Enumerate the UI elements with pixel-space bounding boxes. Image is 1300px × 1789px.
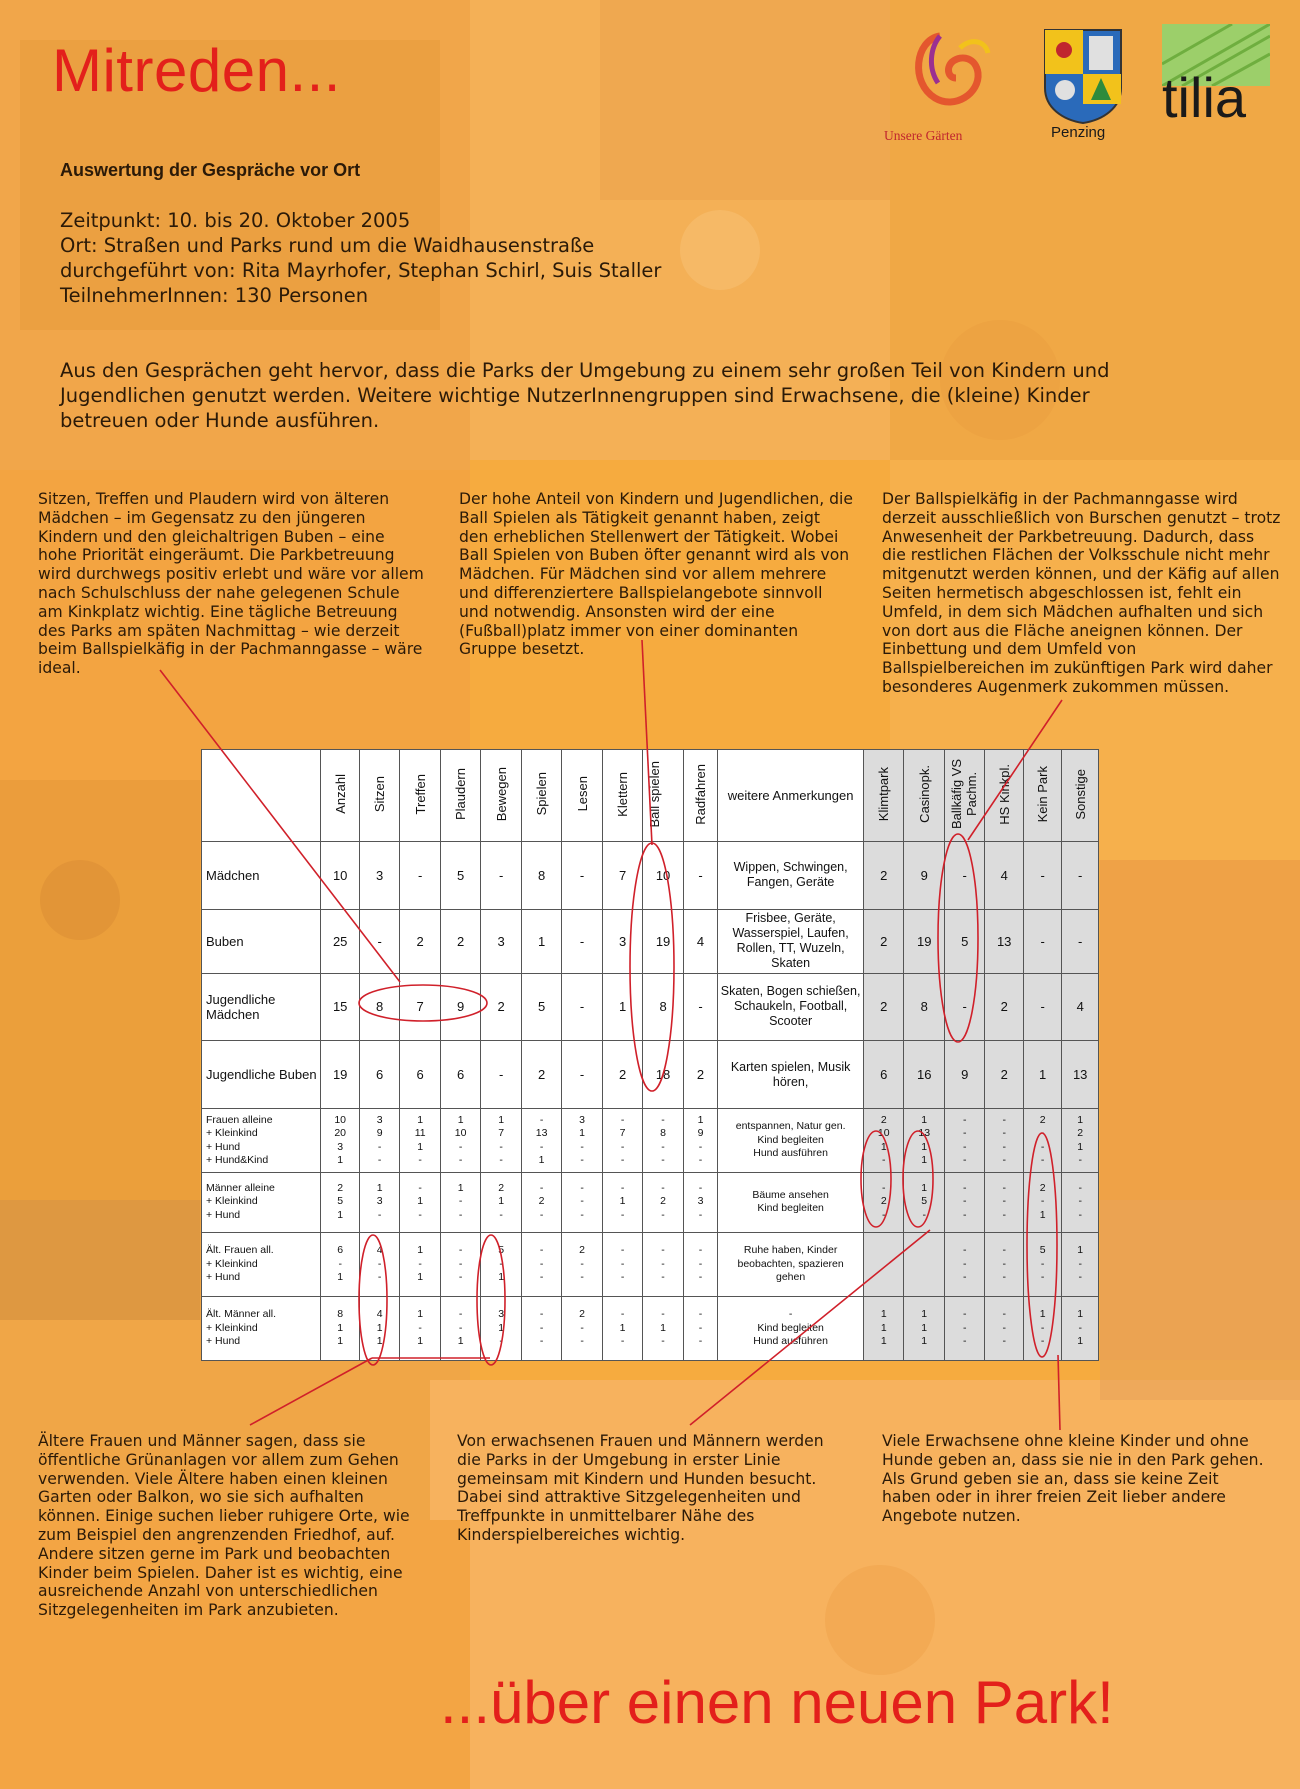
table-cell: 1 7 - - [481, 1109, 521, 1173]
penzing-coat-of-arms [1043, 28, 1123, 141]
table-cell: - 2 - [521, 1172, 561, 1232]
table-cell: 2 [400, 909, 440, 973]
meta-teilnehmer: TeilnehmerInnen: 130 Personen [60, 284, 369, 307]
col-treffen: Treffen [400, 750, 440, 842]
table-cell: - 1 - [602, 1172, 642, 1232]
text-column-top-center: Der hohe Anteil von Kindern und Jugendlichen, die Ball Spielen als Tätigkeit genannt haben, zeigt den erheblichen Stellenwert der Tätigkeit. Wobei Ball Spielen von Buben öfter genannt wird als von Mädchen. Für Mädchen sind vor allem mehrere und differenziertere Ballspielangebote sinnvoll und notwendig. Ansonsten wird der eine (Fußball)platz immer von einer dominanten Gruppe besetzt. [459, 490, 853, 659]
table-cell: 4 [1062, 973, 1099, 1041]
table-cell: - - - [440, 1232, 480, 1297]
table-cell: 2 [985, 1041, 1023, 1109]
table-cell: - - - [985, 1172, 1023, 1232]
anmerkungen-cell: entspannen, Natur gen. Kind begleiten Hund ausführen [718, 1109, 864, 1173]
col-lesen: Lesen [562, 750, 602, 842]
row-label: Ält. Männer all. + Kleinkind + Hund [202, 1297, 321, 1361]
table-cell: - - - [521, 1297, 561, 1361]
table-cell: - - - [643, 1232, 683, 1297]
table-cell: 2 [602, 1041, 642, 1109]
table-cell: - [481, 1041, 521, 1109]
table-cell: 2 10 1 - [864, 1109, 904, 1173]
table-cell: 8 1 1 [321, 1297, 359, 1361]
table-cell: - [683, 973, 717, 1041]
table-cell: - 7 - - [602, 1109, 642, 1173]
table-cell: - [683, 842, 717, 910]
row-label: Frauen alleine + Kleinkind + Hund + Hund&Kind [202, 1109, 321, 1173]
table-cell: 1 [521, 909, 561, 973]
table-cell: - [562, 909, 602, 973]
table-cell: - [944, 973, 984, 1041]
penzing-shield-icon [1043, 28, 1123, 124]
table-cell: 1 1 1 [904, 1297, 944, 1361]
table-cell: - - 1 [440, 1297, 480, 1361]
col-spielen: Spielen [521, 750, 561, 842]
col-hs-kinkpl: HS Kinkpl. [985, 750, 1023, 842]
table-cell: 13 [1062, 1041, 1099, 1109]
table-cell: 5 [521, 973, 561, 1041]
meta-zeitpunkt: Zeitpunkt: 10. bis 20. Oktober 2005 [60, 209, 411, 232]
row-label: Mädchen [202, 842, 321, 910]
table-cell: 1 3 - [359, 1172, 399, 1232]
survey-table-body [202, 842, 1099, 1361]
table-cell: 3 [359, 842, 399, 910]
table-cell: 1 - 1 [1062, 1297, 1099, 1361]
table-row [202, 1041, 1099, 1109]
col-plaudern: Plaudern [440, 750, 480, 842]
table-cell: - [359, 909, 399, 973]
table-cell: 19 [904, 909, 944, 973]
penzing-label: Penzing [1051, 124, 1106, 141]
table-cell: 13 [985, 909, 1023, 973]
col-sitzen: Sitzen [359, 750, 399, 842]
table-cell: - [1062, 842, 1099, 910]
anmerkungen-cell: - Kind begleiten Hund ausführen [718, 1297, 864, 1361]
table-cell: 2 [864, 842, 904, 910]
table-cell: 1 13 1 1 [904, 1109, 944, 1173]
table-cell: - [1023, 973, 1061, 1041]
table-cell: 2 5 1 [321, 1172, 359, 1232]
table-cell: 2 - - - [1023, 1109, 1061, 1173]
col-weitere-anmerkungen: weitere Anmerkungen [718, 750, 864, 842]
table-cell: 8 [359, 973, 399, 1041]
row-label: Männer alleine + Kleinkind + Hund [202, 1172, 321, 1232]
table-cell: - - - [985, 1232, 1023, 1297]
table-cell: - 1 - [400, 1172, 440, 1232]
table-cell: - - - [944, 1172, 984, 1232]
tilia-logo [1162, 24, 1270, 129]
page-title: Mitreden... [52, 37, 341, 104]
table-cell: 8 [521, 842, 561, 910]
table-cell: 1 11 1 - [400, 1109, 440, 1173]
table-cell: 8 [643, 973, 683, 1041]
unsere-gaerten-label: Unsere Gärten [884, 128, 963, 143]
table-cell: 2 [683, 1041, 717, 1109]
table-cell: 3 1 - - [562, 1109, 602, 1173]
table-cell: - 2 - [864, 1172, 904, 1232]
table-cell: 10 20 3 1 [321, 1109, 359, 1173]
col-ball-spielen: Ball spielen [643, 750, 683, 842]
table-cell: 9 [944, 1041, 984, 1109]
anmerkungen-cell: Skaten, Bogen schießen, Schaukeln, Football, Scooter [718, 973, 864, 1041]
row-label: Buben [202, 909, 321, 973]
anmerkungen-cell: Frisbee, Geräte, Wasserspiel, Laufen, Rollen, TT, Wuzeln, Skaten [718, 909, 864, 973]
row-label: Ält. Frauen all. + Kleinkind + Hund [202, 1232, 321, 1297]
table-cell: - - - [944, 1232, 984, 1297]
table-cell: - 1 - [643, 1297, 683, 1361]
tilia-wordmark: tilia [1162, 66, 1247, 129]
table-cell: 2 [985, 973, 1023, 1041]
text-column-top-right: Der Ballspielkäfig in der Pachmanngasse wird derzeit ausschließlich von Burschen genutzt – trotz Anwesenheit der Parkbetreuung. Dadurch, dass die restlichen Flächen der Volksschule nicht mehr mitgenutzt werden können, und der Käfig auf allen Seiten hermetisch abgeschlossen ist, fehlt ein Umfeld, in dem sich Mädchen aufhalten und sich von dort aus die Fläche aneignen können. Der Einbettung und dem Umfeld von Ballspielbereichen im zukünftigen Park wird daher besonderes Augenmerk zukommen müssen. [882, 490, 1281, 696]
table-cell: 9 [440, 973, 480, 1041]
table-cell: - 2 - [643, 1172, 683, 1232]
table-cell: 5 - 1 [481, 1232, 521, 1297]
table-cell: - [944, 842, 984, 910]
table-cell: - - - [944, 1297, 984, 1361]
table-cell: - - - [1062, 1172, 1099, 1232]
table-cell: 3 9 - - [359, 1109, 399, 1173]
table-cell: - [562, 973, 602, 1041]
table-cell: - [1023, 842, 1061, 910]
table-cell: 1 1 1 [864, 1297, 904, 1361]
text-column-bottom-right: Viele Erwachsene ohne kleine Kinder und ohne Hunde geben an, dass sie nie in den Park gehen. Als Grund geben sie an, dass sie keine Zeit haben oder in ihrer freien Zeit lieber andere Angebote nutzen. [882, 1432, 1264, 1526]
table-cell: 1 - - [1023, 1297, 1061, 1361]
table-cell: 18 [643, 1041, 683, 1109]
table-header-corner [202, 750, 321, 842]
table-cell: - - - - [985, 1109, 1023, 1173]
table-cell: 2 [440, 909, 480, 973]
table-cell: 19 [321, 1041, 359, 1109]
table-cell: 6 - 1 [321, 1232, 359, 1297]
table-cell: 1 - 1 [400, 1297, 440, 1361]
table-cell: 2 1 - [481, 1172, 521, 1232]
table-cell: - - - [683, 1297, 717, 1361]
text-column-top-left: Sitzen, Treffen und Plaudern wird von älteren Mädchen – im Gegensatz zu den jüngeren Kindern und den gleichaltrigen Buben – eine hohe Priorität eingeräumt. Die Parkbetreuung wird durchwegs positiv erlebt und wäre vor allem nach Schulschluss der nahe gelegenen Schule am Kinkplatz wichtig. Eine tägliche Betreuung des Parks am späten Nachmittag – wie derzeit beim Ballspielkäfig in der Pachmanngasse – wäre ideal. [38, 490, 424, 678]
table-cell [904, 1232, 944, 1297]
meta-durchgefuehrt: durchgeführt von: Rita Mayrhofer, Stephan Schirl, Suis Staller [60, 259, 662, 282]
anmerkungen-cell: Ruhe haben, Kinder beobachten, spazieren gehen [718, 1232, 864, 1297]
table-row [202, 1297, 1099, 1361]
table-cell: 8 [904, 973, 944, 1041]
table-cell: 6 [864, 1041, 904, 1109]
table-row [202, 1172, 1099, 1232]
text-column-bottom-left: Ältere Frauen und Männer sagen, dass sie öffentliche Grünanlagen vor allem zum Gehen verwenden. Viele Ältere haben einen kleinen Garten oder Balkon, wo sie sich aufhalten können. Einige suchen lieber ruhigere Orte, wie zum Beispiel den angrenzenden Friedhof, auf. Andere sitzen gerne im Park und beobachten Kinder beim Spielen. Daher ist es wichtig, eine ausreichende Anzahl von unterschiedlichen Sitzgelegenheiten im Park anzubieten. [38, 1432, 410, 1620]
table-cell: 5 [944, 909, 984, 973]
table-cell: 1 9 - - [683, 1109, 717, 1173]
table-header-row [202, 750, 1099, 842]
table-cell: 2 [481, 973, 521, 1041]
table-cell: 7 [400, 973, 440, 1041]
col-klettern: Klettern [602, 750, 642, 842]
table-cell: - - - [683, 1232, 717, 1297]
table-cell: 3 [481, 909, 521, 973]
table-cell: 4 [985, 842, 1023, 910]
col-bewegen: Bewegen [481, 750, 521, 842]
table-row [202, 1109, 1099, 1173]
table-cell: 4 [683, 909, 717, 973]
table-cell: - [1023, 909, 1061, 973]
table-cell [864, 1232, 904, 1297]
meta-block [60, 208, 661, 308]
unsere-gaerten-logo [884, 28, 1000, 143]
row-label: Jugendliche Buben [202, 1041, 321, 1109]
table-row [202, 1232, 1099, 1297]
table-cell: - - - - [944, 1109, 984, 1173]
footer-title: ...über einen neuen Park! [440, 1669, 1114, 1736]
table-cell: 25 [321, 909, 359, 973]
table-cell: 6 [359, 1041, 399, 1109]
table-cell: 2 - - [562, 1297, 602, 1361]
table-cell: 6 [440, 1041, 480, 1109]
col-anzahl: Anzahl [321, 750, 359, 842]
table-cell: 10 [643, 842, 683, 910]
anmerkungen-cell: Bäume ansehen Kind begleiten [718, 1172, 864, 1232]
anmerkungen-cell: Wippen, Schwingen, Fangen, Geräte [718, 842, 864, 910]
anmerkungen-cell: Karten spielen, Musik hören, [718, 1041, 864, 1109]
table-cell: 2 [864, 973, 904, 1041]
table-cell: - 1 - [602, 1297, 642, 1361]
col-casinopk: Casinopk. [904, 750, 944, 842]
table-row [202, 842, 1099, 910]
table-cell: 3 [602, 909, 642, 973]
table-cell: - - - [562, 1172, 602, 1232]
table-cell: 5 [440, 842, 480, 910]
table-cell: - 13 - 1 [521, 1109, 561, 1173]
meta-ort: Ort: Straßen und Parks rund um die Waidhausenstraße [60, 234, 595, 257]
table-cell: 4 - - [359, 1232, 399, 1297]
table-cell: 2 [864, 909, 904, 973]
intro-paragraph: Aus den Gesprächen geht hervor, dass die Parks der Umgebung zu einem sehr großen Teil von Kindern und Jugendlichen genutzt werden. Weitere wichtige NutzerInnengruppen sind Erwachsene, die (kleine) Kinder betreuen oder Hunde ausführen. [60, 359, 1110, 432]
table-cell: 1 - - [440, 1172, 480, 1232]
col-sonstige: Sonstige [1062, 750, 1099, 842]
table-cell: 1 10 - - [440, 1109, 480, 1173]
table-cell: 2 - 1 [1023, 1172, 1061, 1232]
table-cell: 9 [904, 842, 944, 910]
table-cell: - [1062, 909, 1099, 973]
table-cell: 5 - - [1023, 1232, 1061, 1297]
table-cell: 1 5 - [904, 1172, 944, 1232]
table-cell: 3 1 - [481, 1297, 521, 1361]
table-cell: 4 1 1 [359, 1297, 399, 1361]
table-row [202, 973, 1099, 1041]
table-cell: 2 [521, 1041, 561, 1109]
table-cell: 1 - 1 [400, 1232, 440, 1297]
table-cell: - 8 - - [643, 1109, 683, 1173]
table-cell: 6 [400, 1041, 440, 1109]
col-radfahren: Radfahren [683, 750, 717, 842]
unsere-gaerten-emblem [900, 28, 1000, 138]
table-cell: 1 2 1 - [1062, 1109, 1099, 1173]
table-cell: - - - [602, 1232, 642, 1297]
table-cell: 1 [1023, 1041, 1061, 1109]
table-cell: - [562, 842, 602, 910]
col-ballkaefig: Ballkäfig VS Pachm. [944, 750, 984, 842]
table-cell: 1 - - [1062, 1232, 1099, 1297]
survey-table [201, 749, 1099, 1361]
table-cell: - - - [985, 1297, 1023, 1361]
col-kein-park: Kein Park [1023, 750, 1061, 842]
table-cell: 16 [904, 1041, 944, 1109]
table-cell: - [481, 842, 521, 910]
table-row [202, 909, 1099, 973]
table-cell: - [562, 1041, 602, 1109]
table-cell: 7 [602, 842, 642, 910]
table-cell: 19 [643, 909, 683, 973]
table-cell: - [400, 842, 440, 910]
table-cell: 1 [602, 973, 642, 1041]
table-cell: - 3 - [683, 1172, 717, 1232]
subheading: Auswertung der Gespräche vor Ort [60, 160, 361, 180]
table-cell: 2 - - [562, 1232, 602, 1297]
table-cell: - - - [521, 1232, 561, 1297]
col-klimtpark: Klimtpark [864, 750, 904, 842]
text-column-bottom-center: Von erwachsenen Frauen und Männern werden die Parks in der Umgebung in erster Linie gemeinsam mit Kindern und Hunden besucht. Dabei sind attraktive Sitzgelegenheiten und Treffpunkte in unmittelbarer Nähe des Kinderspielbereiches wichtig. [457, 1432, 824, 1544]
table-cell: 15 [321, 973, 359, 1041]
row-label: Jugendliche Mädchen [202, 973, 321, 1041]
table-cell: 10 [321, 842, 359, 910]
